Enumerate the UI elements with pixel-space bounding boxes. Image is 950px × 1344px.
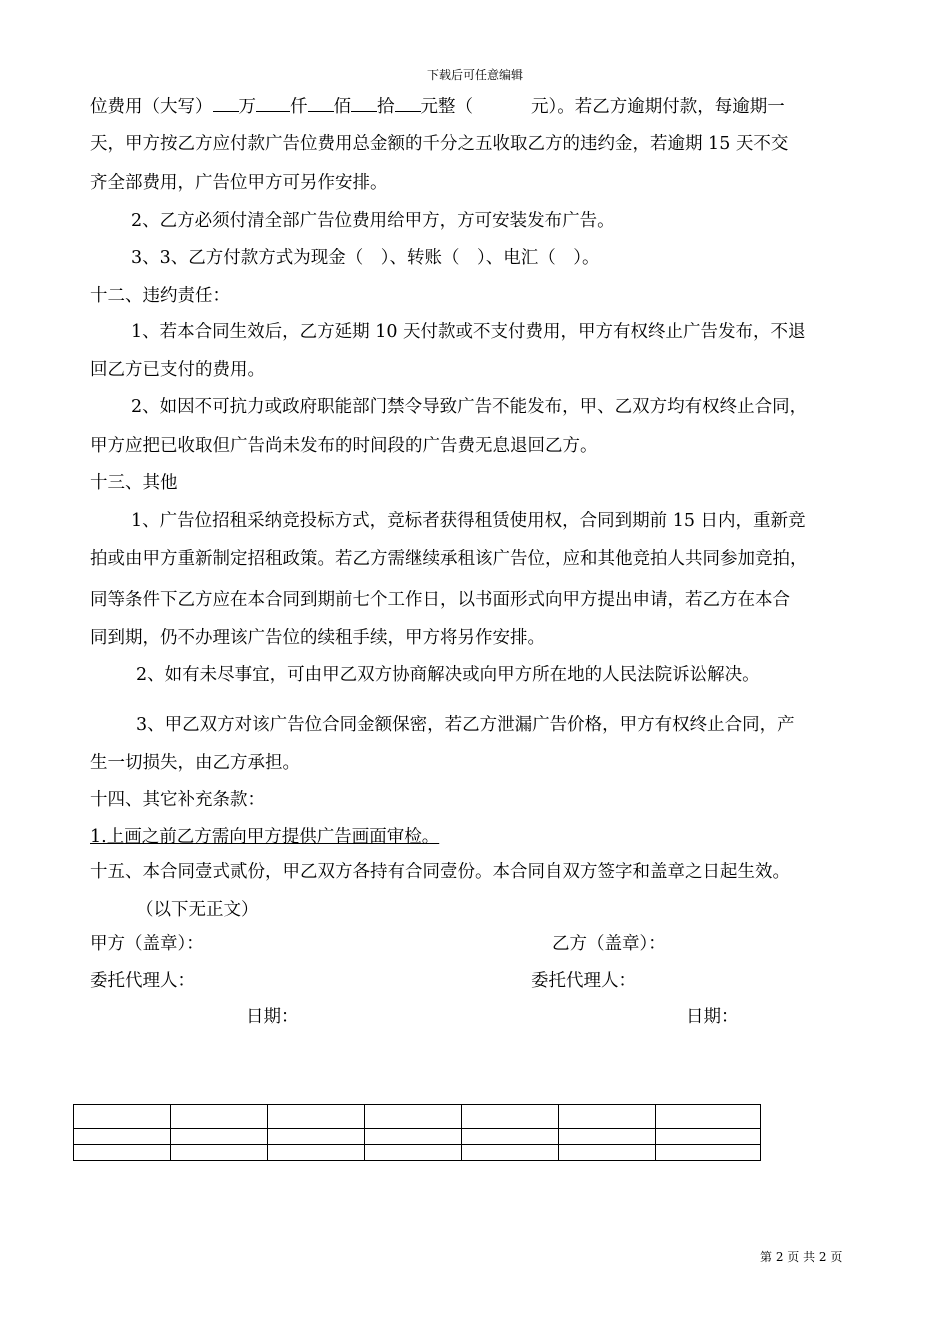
table-cell (656, 1145, 761, 1161)
table-cell (268, 1129, 365, 1145)
table-cell (171, 1145, 268, 1161)
table-cell (559, 1145, 656, 1161)
section-heading: 十四、其它补充条款： (90, 790, 265, 810)
party-a-date-label: 日期： (246, 1007, 299, 1027)
table-cell (268, 1105, 365, 1129)
table-cell (656, 1129, 761, 1145)
paragraph-line: 2、如因不可抗力或政府职能部门禁令导致广告不能发布，甲、乙双方均有权终止合同， (131, 397, 808, 417)
table-cell (74, 1129, 171, 1145)
party-b-seal-label: 乙方（盖章）： (552, 934, 666, 954)
table-cell (74, 1145, 171, 1161)
unit-yuan-zheng: 元整（ (420, 97, 473, 117)
table-cell (171, 1129, 268, 1145)
unit-shi: 拾 (377, 97, 395, 117)
table-cell (365, 1129, 462, 1145)
blank-shi (351, 93, 377, 112)
party-a-seal-label: 甲方（盖章）： (90, 934, 204, 954)
section-heading: 十二、违约责任： (90, 286, 230, 306)
page-header: 下载后可任意编辑 (426, 68, 523, 82)
paragraph-line: 3、3、乙方付款方式为现金（ ）、转账（ ）、电汇（ ）。 (131, 248, 600, 268)
table-cell (462, 1105, 559, 1129)
blank-bai (308, 93, 334, 112)
table-cell (559, 1129, 656, 1145)
table-cell (365, 1145, 462, 1161)
section-heading: 十三、其他 (90, 473, 178, 493)
table-cell (462, 1129, 559, 1145)
paragraph-line: 2、如有未尽事宜，可由甲乙双方协商解决或向甲方所在地的人民法院诉讼解决。 (136, 665, 760, 685)
table-cell (171, 1105, 268, 1129)
table-cell (656, 1105, 761, 1129)
blank-wan (213, 93, 239, 112)
paragraph-line: 天，甲方按乙方应付款广告位费用总金额的千分之五收取乙方的违约金，若逾期 15 天不交 (90, 134, 789, 154)
empty-grid-table (73, 1104, 761, 1161)
unit-wan: 万 (238, 97, 256, 117)
supplementary-clause: 1.上画之前乙方需向甲方提供广告画面审检。 (90, 827, 440, 847)
paragraph-line: 3、甲乙双方对该广告位合同金额保密，若乙方泄漏广告价格，甲方有权终止合同，产 (136, 715, 795, 735)
table-cell (365, 1105, 462, 1129)
amount-prefix: 位费用（大写） (90, 97, 213, 117)
blank-yuan (395, 93, 421, 112)
paragraph-line: 同等条件下乙方应在本合同到期前七个工作日，以书面形式向甲方提出申请，若乙方在本合 (90, 590, 790, 610)
table-cell (74, 1105, 171, 1129)
paragraph-line: 生一切损失，由乙方承担。 (90, 753, 300, 773)
party-a-agent-label: 委托代理人： (90, 971, 195, 991)
unit-bai: 佰 (333, 97, 351, 117)
page-number: 第 2 页 共 2 页 (760, 1250, 843, 1264)
table-cell (268, 1145, 365, 1161)
party-b-agent-label: 委托代理人： (531, 971, 636, 991)
paragraph-line: 2、乙方必须付清全部广告位费用给甲方，方可安装发布广告。 (131, 211, 615, 231)
paragraph-line: 甲方应把已收取但广告尚未发布的时间段的广告费无息退回乙方。 (90, 436, 598, 456)
paragraph-line: 齐全部费用，广告位甲方可另作安排。 (90, 173, 388, 193)
paragraph-line: 十五、本合同壹式贰份，甲乙双方各持有合同壹份。本合同自双方签字和盖章之日起生效。 (90, 862, 790, 882)
blank-qian (256, 93, 290, 112)
party-b-date-label: 日期： (686, 1007, 739, 1027)
table-cell (462, 1145, 559, 1161)
table-cell (559, 1105, 656, 1129)
payment-amount-line (90, 93, 870, 119)
paragraph-line: 1、若本合同生效后，乙方延期 10 天付款或不支付费用，甲方有权终止广告发布，不退 (131, 322, 806, 342)
amount-suffix: 元）。若乙方逾期付款，每逾期一 (531, 97, 785, 117)
paragraph-line: 拍或由甲方重新制定招租政策。若乙方需继续承租该广告位，应和其他竞拍人共同参加竞拍， (90, 549, 808, 569)
paragraph-line: 同到期，仍不办理该广告位的续租手续，甲方将另作安排。 (90, 628, 545, 648)
unit-qian: 仟 (290, 97, 308, 117)
no-further-text-note: （以下无正文） (136, 900, 259, 920)
paragraph-line: 回乙方已支付的费用。 (90, 360, 265, 380)
paragraph-line: 1、广告位招租采纳竞投标方式，竞标者获得租赁使用权，合同到期前 15 日内，重新竞 (131, 511, 806, 531)
